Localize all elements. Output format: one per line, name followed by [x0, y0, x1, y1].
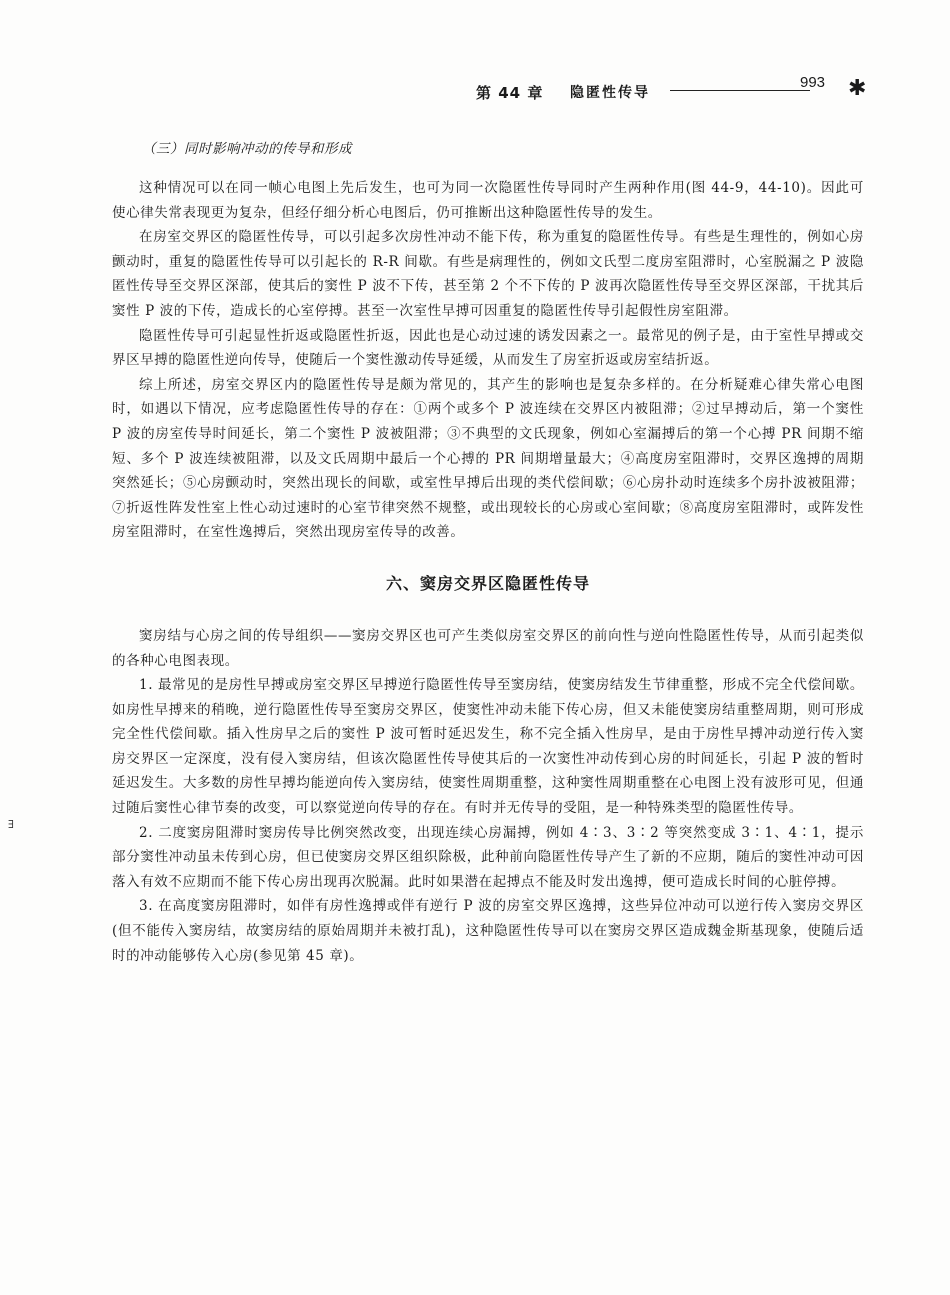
running-header: [470, 74, 870, 104]
margin-mark: ∃: [8, 818, 14, 831]
paragraph: 综上所述，房室交界区内的隐匿性传导是颇为常见的，其产生的影响也是复杂多样的。在分析疑难心律失常心电图时，如遇以下情况，应考虑隐匿性传导的存在：①两个或多个 P 波连续在交界区内被阻滞；②过早搏动后，第一个窦性 P 波的房室传导时间延长，第二个窦性 P 波被阻滞；③不典型的文氏现象，例如心室漏搏后的第一个心搏 PR 间期不缩短、多个 P 波连续被阻滞，以及文氏周期中最后一个心搏的 PR 间期增量最大；④高度房室阻滞时，交界区逸搏的周期突然延长；⑤心房颤动时，突然出现长的间歇，或室性早搏后出现的类代偿间歇；⑥心房扑动时连续多个房扑波被阻滞；⑦折返性阵发性室上性心动过速时的心室节律突然不规整，或出现较长的心房或心室间歇；⑧高度房室阻滞时，或阵发性房室阻滞时，在室性逸搏后，突然出现房室传导的改善。: [112, 376, 864, 541]
paragraph: 隐匿性传导可引起显性折返或隐匿性折返，因此也是心动过速的诱发因素之一。最常见的例子是，由于室性早搏或交界区早搏的隐匿性逆向传导，使随后一个窦性激动传导延缓，从而发生了房室折返或房室结折返。: [112, 327, 864, 369]
header-title: 隐匿性传导: [570, 85, 650, 101]
paragraph: 2. 二度窦房阻滞时窦房传导比例突然改变，出现连续心房漏搏，例如 4∶3、3∶2 等突然变成 3∶1、4∶1，提示部分窦性冲动虽未传到心房，但已使窦房交界区组织除极，此种前向隐匿性传导产生了新的不应期，随后的窦性冲动可因落入有效不应期而不能下传心房出现再次脱漏。此时如果潜在起搏点不能及时发出逸搏，便可造成长时间的心脏停搏。: [112, 824, 864, 890]
subsection-title: （三）同时影响冲动的传导和形成: [142, 141, 352, 157]
header-chapter: 第 44 章: [476, 84, 544, 102]
section-title: 六、窦房交界区隐匿性传导: [385, 573, 590, 593]
page-body: [112, 137, 864, 968]
header-rule: [670, 90, 810, 91]
page-number: 993: [800, 74, 826, 91]
paragraph: 1. 最常见的是房性早搏或房室交界区早搏逆行隐匿性传导至窦房结，使窦房结发生节律重整，形成不完全代偿间歇。如房性早搏来的稍晚，逆行隐匿性传导至窦房交界区，使窦性冲动未能下传心房，但又未能使窦房结重整周期，则可形成完全性代偿间歇。插入性房早之后的窦性 P 波可暂时延迟发生，称不完全插入性房早，是由于房性早搏冲动逆行传入窦房交界区一定深度，没有侵入窦房结，但该次隐匿性传导使其后的一次窦性冲动传到心房的时间延长，引起 P 波的暂时延迟发生。大多数的房性早搏均能逆向传入窦房结，使窦性周期重整，这种窦性周期重整在心电图上没有波形可见，但通过随后窦性心律节奏的改变，可以察觉逆向传导的存在。有时并无传导的受阻，是一种特殊类型的隐匿性传导。: [112, 677, 864, 817]
paragraph: 这种情况可以在同一帧心电图上先后发生，也可为同一次隐匿性传导同时产生两种作用(图 44-9，44-10)。因此可使心律失常表现更为复杂，但经仔细分析心电图后，仍可推断出这种隐匿性传导的发生。: [112, 180, 864, 221]
paragraph: 在房室交界区的隐匿性传导，可以引起多次房性冲动不能下传，称为重复的隐匿性传导。有些是生理性的，例如心房颤动时，重复的隐匿性传导可以引起长的 R-R 间歇。有些是病理性的，例如文氏型二度房室阻滞时，心室脱漏之 P 波隐匿性传导至交界区深部，使其后的窦性 P 波不下传，甚至第 2 个不下传的 P 波再次隐匿性传导至交界区深部，干扰其后窦性 P 波的下传，造成长的心室停搏。甚至一次室性早搏可因重复的隐匿性传导引起假性房室阻滞。: [112, 229, 864, 319]
paragraph: 窦房结与心房之间的传导组织——窦房交界区也可产生类似房室交界区的前向性与逆向性隐匿性传导，从而引起类似的各种心电图表现。: [112, 627, 864, 669]
paragraph: 3. 在高度窦房阻滞时，如伴有房性逸搏或伴有逆行 P 波的房室交界区逸搏，这些异位冲动可以逆行传入窦房交界区(但不能传入窦房结，故窦房结的原始周期并未被打乱)，这种隐匿性传导可以在窦房交界区造成魏金斯基现象，使随后适时的冲动能够传入心房(参见第 45 章)。: [112, 898, 864, 964]
asterisk-icon: ✱: [848, 76, 867, 101]
